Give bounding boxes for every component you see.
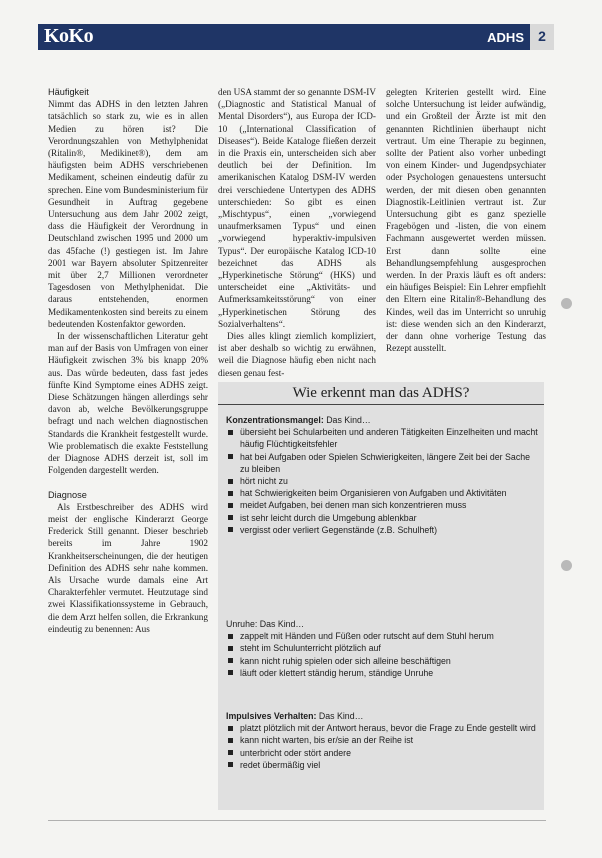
paragraph: Dies alles klingt ziemlich kompliziert, ist aber deshalb so wichtig zu erwähnen, weil die Diagnose häufig eben nicht nach diesen genau fest- bbox=[218, 331, 376, 378]
footer-rule bbox=[48, 820, 546, 821]
symptom-item: hört nicht zu bbox=[226, 475, 540, 487]
logo: KoKo bbox=[44, 25, 94, 47]
symptom-item: meidet Aufgaben, bei denen man sich konzentrieren muss bbox=[226, 499, 540, 511]
symptom-item: hat Schwierigkeiten beim Organisieren von Aufgaben und Aktivitäten bbox=[226, 487, 540, 499]
symptom-group-restlessness bbox=[226, 618, 540, 679]
page-number-box bbox=[530, 24, 554, 50]
info-box-title: Wie erkennt man das ADHS? bbox=[218, 382, 544, 405]
group-heading bbox=[226, 414, 540, 426]
group-heading-bold: Impulsives Verhalten: bbox=[226, 711, 317, 721]
page-header bbox=[38, 24, 554, 50]
page-number: 2 bbox=[538, 28, 546, 44]
group-heading-bold: Konzentrationsmangel: bbox=[226, 415, 324, 425]
section-heading: Häufigkeit bbox=[48, 87, 89, 97]
symptom-item: unterbricht oder stört andere bbox=[226, 747, 540, 759]
symptom-item: kann nicht warten, bis er/sie an der Reihe ist bbox=[226, 734, 540, 746]
binder-hole bbox=[561, 560, 572, 571]
symptom-item: übersieht bei Schularbeiten und anderen Tätigkeiten Einzelheiten und macht häufig Flüchtigkeitsfehler bbox=[226, 426, 540, 450]
symptom-group-concentration bbox=[226, 414, 540, 536]
section-title: ADHS bbox=[487, 30, 524, 45]
symptom-item: vergisst oder verliert Gegenstände (z.B. Schulheft) bbox=[226, 524, 540, 536]
group-heading-rest: Das Kind… bbox=[316, 711, 364, 721]
paragraph: den USA stammt der so genannte DSM-IV („Diagnostic and Statistical Manual of Mental Disorders“), aus Europa der ICD-10 („International Classification of Diseases“). Beide Kataloge fließen derzeit in die Praxis ein, unterscheiden sich aber deutlich bei der Definition. Im amerikanischen Katalog DSM-IV werden drei verschiedene Untertypen des ADHS unterschieden: So gibt es einen „Mischtypus“, einen „vorwiegend unaufmerksamen Typus“ und einen „vorwiegend hyperaktiv-impulsiven Typus“. Der europäische Katalog ICD-10 bezeichnet das ADHS als „Hyperkinetische Störung“ (HKS) und unterscheidet eine „Aktivitäts- und Aufmerksamkeitsstörung“ von einer „Hyperkinetischen Störung des Sozialverhaltens“. bbox=[218, 87, 376, 329]
paragraph: gelegten Kriterien gestellt wird. Eine solche Untersuchung ist leider aufwändig, und ein Großteil der Ärzte ist mit den genannten Richtlinien überhaupt nicht vertraut. Um eine Therapie zu beginnen, sollte der Patient also vorher unbedingt von einem Kinder- und Jugendpsychiater oder Psychologen genauestens untersucht werden, der mit diesen oben genannten Diagnostik-Leitlinien vertraut ist. Zur Untersuchung gibt es ganz spezielle Fragebögen und -listen, die von einem Fachmann ausgewertet werden müssen. Erst dann sollte eine Behandlungsempfehlung ausgesprochen werden. In der Praxis läuft es oft anders: ein häufiges Beispiel: Ein Lehrer empfiehlt den Eltern eine Ritalin®-Behandlung des Kindes, weil das im Unterricht so unruhig ist: diese wenden sich an den Kinderarzt, der dann ohne vorherige Testung das Rezept ausstellt. bbox=[386, 87, 546, 354]
symptom-item: zappelt mit Händen und Füßen oder rutscht auf dem Stuhl herum bbox=[226, 630, 540, 642]
info-box bbox=[218, 382, 544, 810]
group-heading-rest: Unruhe: Das Kind… bbox=[226, 619, 305, 629]
group-heading-rest: Das Kind… bbox=[323, 415, 371, 425]
symptom-item: redet übermäßig viel bbox=[226, 759, 540, 771]
group-heading bbox=[226, 710, 540, 722]
text-column-1 bbox=[48, 86, 208, 635]
text-column-2 bbox=[218, 86, 376, 379]
text-column-3 bbox=[386, 86, 546, 354]
symptom-item: hat bei Aufgaben oder Spielen Schwierigkeiten, längere Zeit bei der Sache zu bleiben bbox=[226, 451, 540, 475]
group-heading bbox=[226, 618, 540, 630]
paragraph: In der wissenschaftlichen Literatur geht man auf der Basis von Umfragen von einer Häufigkeit zwischen 3% bis knapp 20% aus. Das würde bedeuten, dass fast jedes fünfte Kind Symptome eines ADHS zeigt. Diese Schätzungen hängen allerdings sehr davon ab, welche Bevölkerungsgruppe befragt und nach welchen diagnostischen Standards die Krankheit festgestellt wurde. Wie problematisch die exakte Feststellung der Diagnose ADHS derzeit ist, soll im Folgenden dargestellt werden. bbox=[48, 331, 208, 476]
symptom-item: platzt plötzlich mit der Antwort heraus, bevor die Frage zu Ende gestellt wird bbox=[226, 722, 540, 734]
section-heading: Diagnose bbox=[48, 489, 87, 500]
paragraph: Nimmt das ADHS in den letzten Jahren tatsächlich so stark zu, wie es in allen Medien zu hören ist? Die Verordnungszahlen von Methylphenidat (Ritalin®, Medikinet®), dem am häufigsten beim ADHS verschriebenen Medikament, scheinen eindeutig dafür zu sprechen. Eine vom Bundesministerium für Gesundheit in Auftrag gegebene Untersuchung aus dem Jahr 2002 zeigt, dass die Häufigkeit der Verordnung in Deutschland zwischen 1995 und 2000 um das 45fache (!) gestiegen ist. Im Jahre 2001 war Bayern absoluter Spitzenreiter mit über 2,7 Millionen verordneter Tagesdosen von Methylphenidat. Die daraus entstehenden, enormen Medikamentenkosten sind bereits zu einem bedeutenden Kostenfaktor geworden. bbox=[48, 99, 208, 329]
symptom-item: läuft oder klettert ständig herum, ständige Unruhe bbox=[226, 667, 540, 679]
symptom-item: kann nicht ruhig spielen oder sich alleine beschäftigen bbox=[226, 655, 540, 667]
symptom-item: steht im Schulunterricht plötzlich auf bbox=[226, 642, 540, 654]
paragraph: Als Erstbeschreiber des ADHS wird meist der englische Kinderarzt George Frederick Still genannt. Dieser beschrieb bereits im Jahre 1902 Krankheitserscheinungen, die der heutigen Definition des ADHS sehr nahe kommen. Als Ursache wurde damals eine Art Charakterfehler vermutet. Heutzutage sind zwei Klassifikationssysteme in Gebrauch, die dem Arzt helfen sollen, die Erkrankung eindeutig zu benennen: Aus bbox=[48, 501, 208, 634]
symptom-item: ist sehr leicht durch die Umgebung ablenkbar bbox=[226, 512, 540, 524]
binder-hole bbox=[561, 298, 572, 309]
symptom-group-impulsive bbox=[226, 710, 540, 771]
